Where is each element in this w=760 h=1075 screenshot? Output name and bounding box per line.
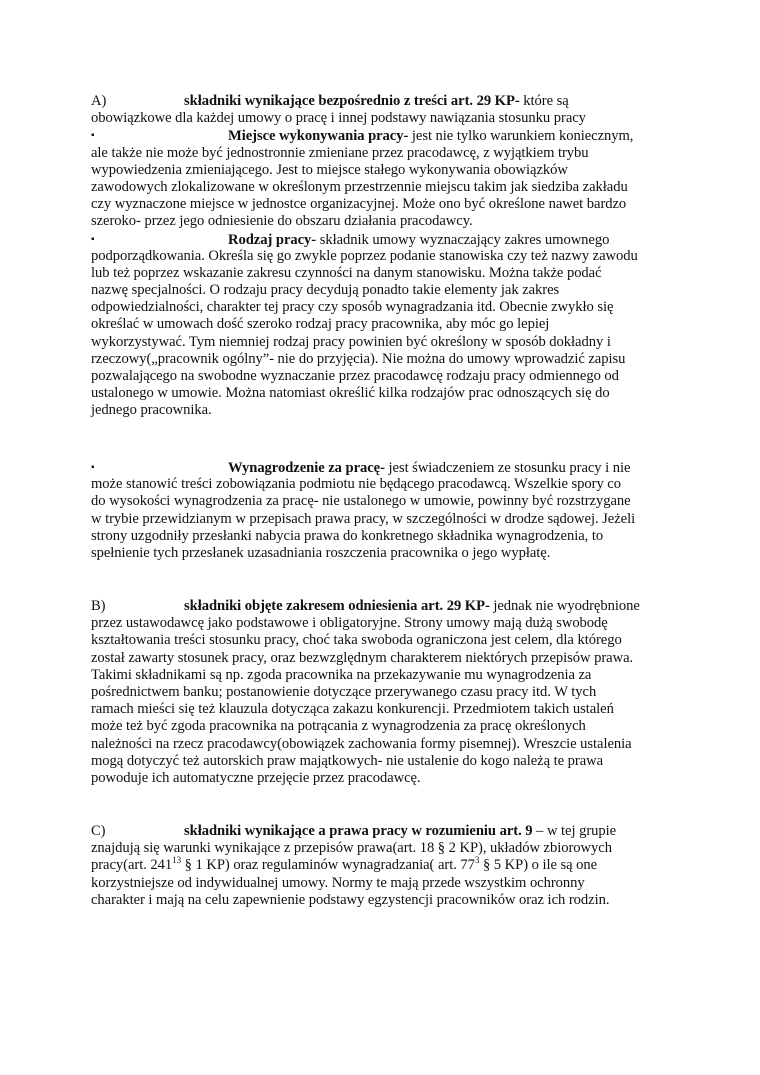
bullet-icon: ▪ (91, 233, 95, 245)
section-b (91, 598, 676, 787)
section-c-label: C) (91, 823, 106, 839)
wynagrodzenie-heading-rest: jest świadczeniem ze stosunku pracy i nie (384, 460, 631, 476)
section-b-line: Takimi składnikami są np. zgoda pracownika na przekazywanie mu wynagrodzenia za (91, 666, 592, 683)
section-c-text: § 1 KP) oraz regulaminów wynagradzania( art. 77 (181, 857, 475, 874)
rodzaj-line: określać w umowach dość szeroko rodzaj pracy pracownika, aby móc go lepiej (91, 316, 550, 333)
miejsce-heading-rest: jest nie tylko warunkiem koniecznym, (408, 128, 634, 145)
section-b-line: powoduje ich automatyczne przejęcie przez pracodawcę. (91, 769, 421, 786)
section-b-first-line (91, 598, 676, 615)
section-b-line: może też być zgoda pracownika na potrącania z wynagrodzenia za pracę określonych (91, 718, 586, 735)
rodzaj-line: podporządkowania. Określa się go zwykle poprzez podanie stanowiska czy też nazwy zawodu (91, 247, 638, 264)
rodzaj-line: jednego pracownika. (91, 402, 212, 419)
wynagrodzenie-line: w trybie przewidzianym w przepisach prawa pracy, w szczególności w drodze sądowej. Jeżeli (91, 510, 636, 527)
section-c-line-with-superscripts (91, 857, 676, 874)
section-b-heading-rest: jednak nie wyodrębnione (489, 598, 640, 614)
section-b-line: ramach mieści się też klauzula dotycząca zakazu konkurencji. Przedmiotem takich ustaleń (91, 701, 614, 718)
miejsce-line: czy wyznaczone miejsce w jednostce organizacyjnej. Może ono być określone nawet bardzo (91, 196, 627, 213)
section-c-line: charakter i mają na celu zapewnienie podstawy egzystencji pracowników oraz ich rodzin. (91, 891, 610, 908)
section-b-heading: składniki objęte zakresem odniesienia art. 29 KP- (184, 598, 490, 614)
section-b-label: B) (91, 598, 106, 614)
section-b-line: przez ustawodawcę jako podstawowe i obligatoryjne. Strony umowy mają dużą swobodę (91, 615, 608, 632)
section-a-heading: składniki wynikające bezpośrednio z treści art. 29 KP- (184, 93, 520, 109)
section-a-first-line (91, 93, 676, 110)
rodzaj-line: lub też poprzez wskazanie zakresu czynności na danym stanowisku. Można także podać (91, 264, 602, 281)
section-a-line: obowiązkowe dla każdej umowy o pracę i innej podstawy nawiązania stosunku pracy (91, 110, 586, 127)
miejsce-heading: Miejsce wykonywania pracy- (228, 128, 409, 145)
rodzaj-heading: Rodzaj pracy- (228, 231, 317, 248)
miejsce-line: szeroko- przez jego odniesienie do obszaru działania pracodawcy. (91, 213, 473, 230)
wynagrodzenie-heading: Wynagrodzenie za pracę- (228, 460, 385, 476)
section-b-line: kształtowania treści stosunku pracy, choć taka swoboda ograniczona jest celem, dla którego (91, 632, 622, 649)
section-c-first-line (91, 823, 676, 840)
superscript: 3 (474, 855, 480, 866)
rodzaj-heading-rest: składnik umowy wyznaczający zakres umownego (316, 231, 610, 248)
bullet-rodzaj-first-line (91, 231, 676, 248)
rodzaj-line: rzeczowy(„pracownik ogólny”- nie do przyjęcia). Nie można do umowy wprowadzić zapisu (91, 350, 626, 367)
rodzaj-line: ustalonego w umowie. Można natomiast określić kilka rodzajów prac odnoszących się do (91, 385, 610, 402)
miejsce-line: ale także nie może być jednostronnie zmieniane przez pracodawcę, z wyjątkiem trybu (91, 144, 589, 161)
section-c-line: korzystniejsze od indywidualnej umowy. Normy te mają przede wszystkim ochronny (91, 874, 585, 891)
section-c-text: pracy(art. 241 (91, 857, 173, 874)
section-c-line: znajdują się warunki wynikające z przepisów prawa(art. 18 § 2 KP), układów zbiorowych (91, 840, 612, 857)
bullet-wynagrodzenie-first-line (91, 459, 676, 476)
section-b-line: został zawarty stosunek pracy, oraz bezwzględnym charakterem niektórych przepisów prawa. (91, 649, 634, 666)
bullet-wynagrodzenie (91, 459, 676, 562)
wynagrodzenie-line: spełnienie tych przesłanek uzasadniania roszczenia pracownika o jego wypłatę. (91, 544, 551, 561)
bullet-icon: ▪ (91, 130, 95, 142)
section-c (91, 823, 676, 909)
rodzaj-line: nazwę specjalności. O rodzaju pracy decydują ponadto takie elementy jak zakres (91, 282, 560, 299)
wynagrodzenie-line: strony uzgodniły przesłanki nabycia prawa do konkretnego składnika wynagrodzenia, to (91, 527, 604, 544)
rodzaj-line: wykorzystywać. Tym niemniej rodzaj pracy powinien być określony w sposób dokładny i (91, 333, 611, 350)
section-b-line: mogą dotyczyć też autorskich praw majątkowych- nie ustalenie do kogo należą te prawa (91, 752, 604, 769)
superscript: 13 (172, 855, 182, 866)
bullet-miejsce-first-line (91, 127, 676, 144)
wynagrodzenie-line: do wysokości wynagrodzenia za pracę- nie ustalonego w umowie, powinny być rozstrzygane (91, 493, 631, 510)
section-a-label: A) (91, 93, 107, 109)
section-a-heading-rest: które są (519, 93, 569, 109)
section-c-heading: składniki wynikające a prawa pracy w rozumieniu art. 9 (184, 823, 533, 839)
rodzaj-line: odpowiedzialności, charakter tej pracy czy sposób wynagradzania itd. Obecnie zwykło się (91, 299, 614, 316)
section-b-line: należności na rzecz pracodawcy(obowiązek zachowania formy pisemnej). Wreszcie ustalenia (91, 735, 632, 752)
section-b-line: pośrednictwem banku; postanowienie dotyczące przerywanego czasu pracy itd. W tych (91, 683, 597, 700)
wynagrodzenie-line: może stanowić treści zobowiązania podmiotu nie będącego pracodawcą. Wszelkie spory co (91, 476, 621, 493)
section-c-heading-rest: – w tej grupie (532, 823, 617, 839)
miejsce-line: zawodowych zlokalizowane w określonym przestrzennie miejscu takim jak siedziba zakładu (91, 178, 628, 195)
section-a (91, 93, 676, 420)
bullet-icon: ▪ (91, 462, 95, 473)
miejsce-line: wypowiedzenia zmieniającego. Jest to miejsce stałego wykonywania obowiązków (91, 161, 568, 178)
rodzaj-line: pozwalającego na swobodne wyznaczanie przez pracodawcę rodzaju pracy odmiennego od (91, 368, 619, 384)
section-c-text: § 5 KP) o ile są one (479, 857, 598, 874)
